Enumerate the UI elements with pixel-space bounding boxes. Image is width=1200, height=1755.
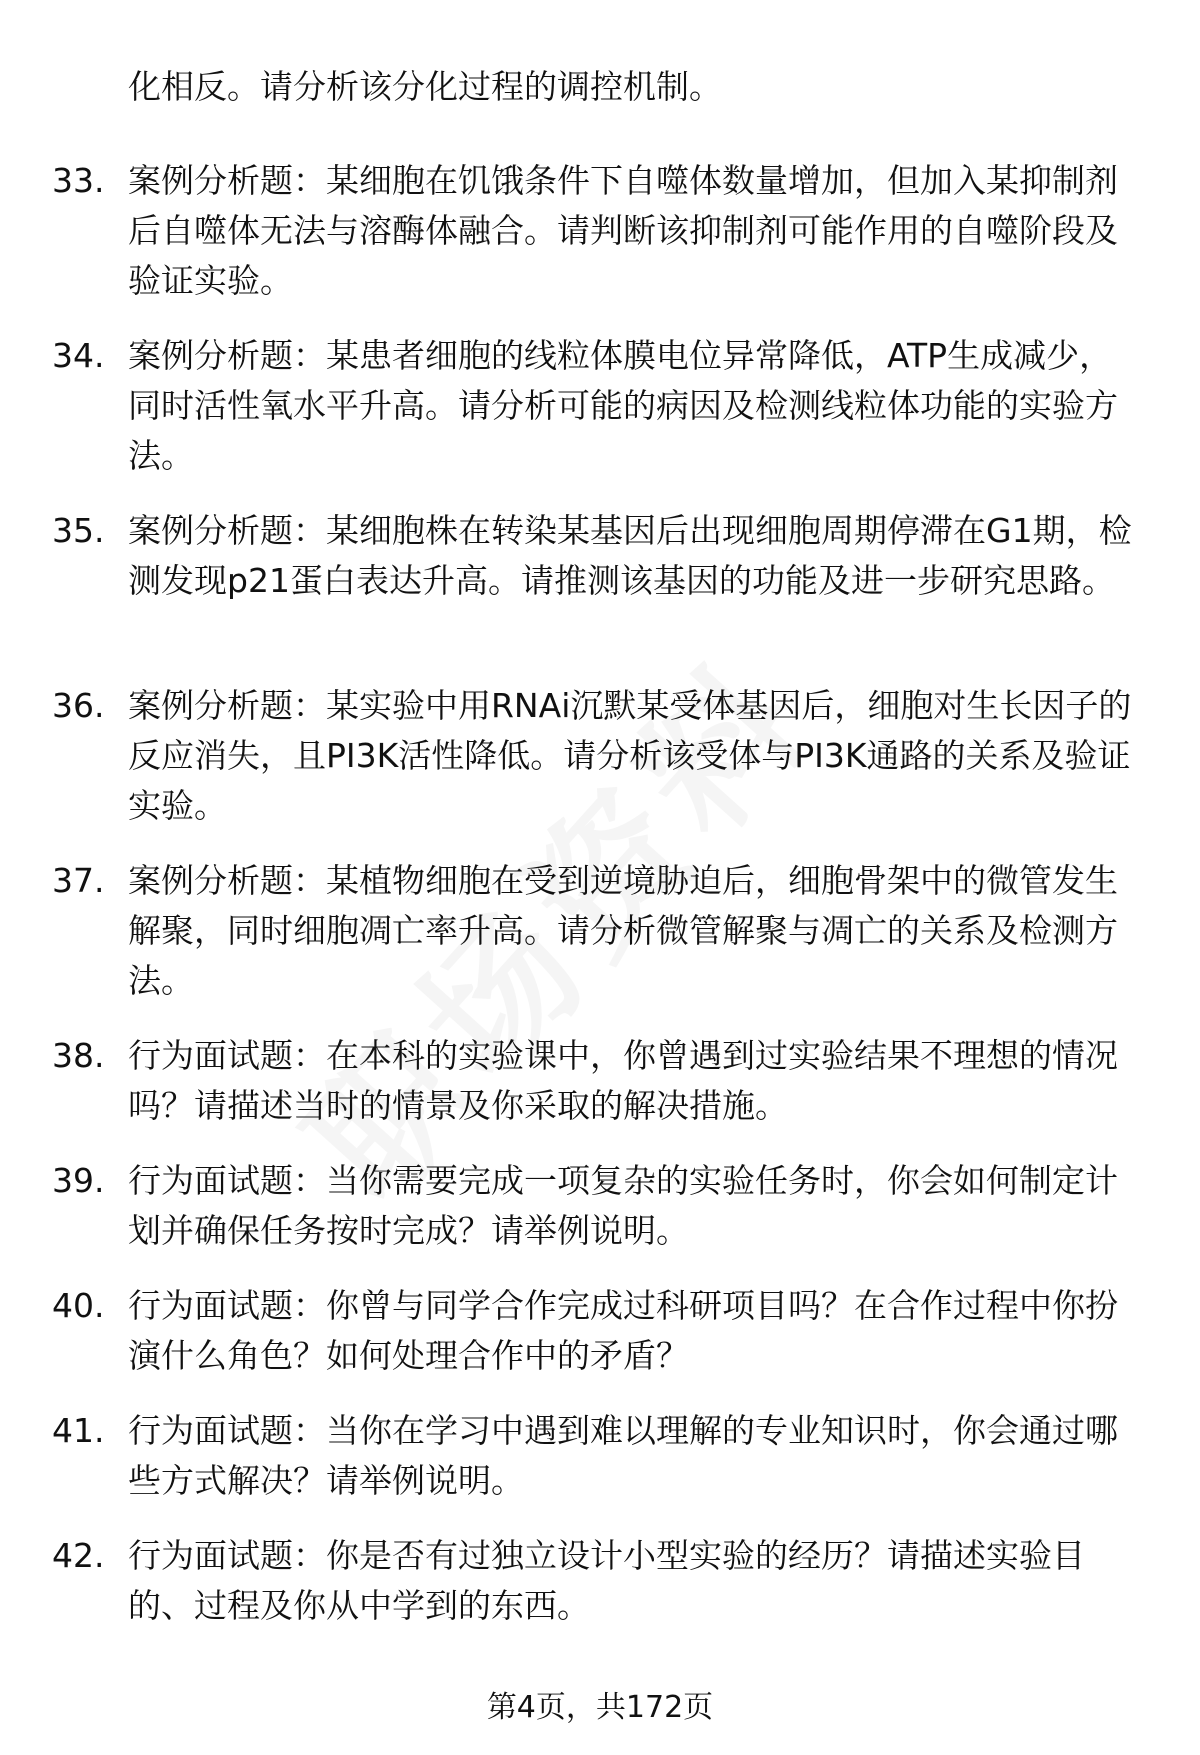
continuation-text: 化相反。请分析该分化过程的调控机制。: [128, 67, 722, 106]
question-text: 案例分析题：某患者细胞的线粒体膜电位异常降低，ATP生成减少，同时活性氧水平升高。请分析可能的病因及检测线粒体功能的实验方法。: [128, 336, 1118, 475]
question-text: 行为面试题：你是否有过独立设计小型实验的经历？请描述实验目的、过程及你从中学到的东西。: [128, 1536, 1085, 1625]
question-text: 行为面试题：当你需要完成一项复杂的实验任务时，你会如何制定计划并确保任务按时完成？请举例说明。: [128, 1161, 1118, 1250]
question-item: [0, 156, 1200, 300]
question-item: [0, 1281, 1200, 1375]
question-item: [0, 331, 1200, 475]
question-number: 39.: [52, 1161, 105, 1200]
question-item: [0, 1406, 1200, 1500]
question-item: [0, 1156, 1200, 1250]
question-number: 40.: [52, 1286, 105, 1325]
page-number-footer: 第4页，共172页: [486, 1690, 714, 1725]
question-text: 案例分析题：某细胞株在转染某基因后出现细胞周期停滞在G1期，检测发现p21蛋白表达升高。请推测该基因的功能及进一步研究思路。: [128, 511, 1132, 600]
question-text: 案例分析题：某植物细胞在受到逆境胁迫后，细胞骨架中的微管发生解聚，同时细胞凋亡率升高。请分析微管解聚与凋亡的关系及检测方法。: [128, 861, 1118, 1000]
question-text: 案例分析题：某细胞在饥饿条件下自噬体数量增加，但加入某抑制剂后自噬体无法与溶酶体融合。请判断该抑制剂可能作用的自噬阶段及验证实验。: [128, 161, 1118, 300]
question-number: 37.: [52, 861, 105, 900]
question-number: 34.: [52, 336, 105, 375]
question-item: [0, 681, 1200, 825]
question-number: 33.: [52, 161, 105, 200]
question-number: 36.: [52, 686, 105, 725]
question-text: 行为面试题：在本科的实验课中，你曾遇到过实验结果不理想的情况吗？请描述当时的情景及你采取的解决措施。: [128, 1036, 1118, 1125]
question-item: [0, 506, 1200, 646]
question-item: [0, 856, 1200, 1000]
question-number: 42.: [52, 1536, 105, 1575]
question-text: 案例分析题：某实验中用RNAi沉默某受体基因后，细胞对生长因子的反应消失，且PI3K活性降低。请分析该受体与PI3K通路的关系及验证实验。: [128, 686, 1132, 825]
question-number: 38.: [52, 1036, 105, 1075]
question-number: 41.: [52, 1411, 105, 1450]
question-item: [0, 1031, 1200, 1125]
question-list: [0, 156, 1200, 1656]
question-text: 行为面试题：你曾与同学合作完成过科研项目吗？在合作过程中你扮演什么角色？如何处理合作中的矛盾？: [128, 1286, 1118, 1375]
question-item: [0, 1531, 1200, 1625]
question-text: 行为面试题：当你在学习中遇到难以理解的专业知识时，你会通过哪些方式解决？请举例说明。: [128, 1411, 1118, 1500]
question-number: 35.: [52, 511, 105, 550]
